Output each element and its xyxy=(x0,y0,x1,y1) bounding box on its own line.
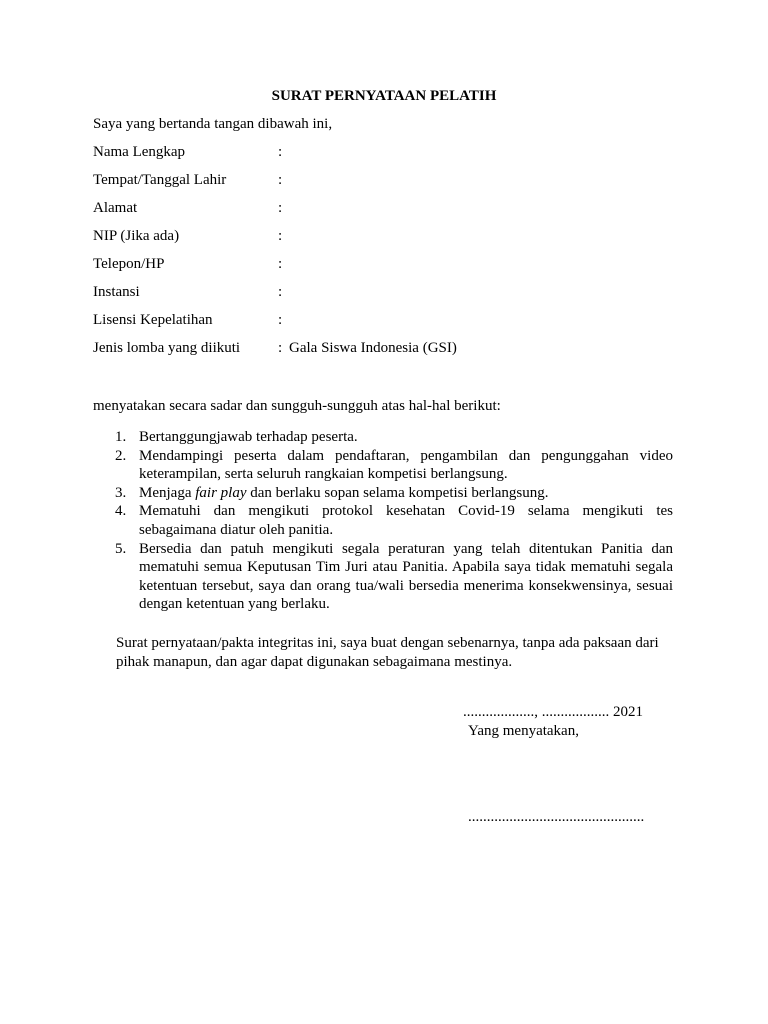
signer-label: Yang menyatakan, xyxy=(468,723,579,739)
list-item-number: 1. xyxy=(115,429,127,445)
field-label: Nama Lengkap xyxy=(93,144,186,160)
field-nama-lengkap xyxy=(93,143,693,161)
field-colon: : xyxy=(278,284,283,300)
field-colon: : xyxy=(278,228,283,244)
list-item-text: Mematuhi dan mengikuti protokol kesehatan Covid-19 selama mengikuti tes sebagaimana diatur oleh panitia. xyxy=(139,503,673,538)
list-item xyxy=(93,540,673,614)
field-alamat xyxy=(93,199,693,217)
list-item-text-post: dan berlaku sopan selama kompetisi berlangsung. xyxy=(246,484,549,501)
field-label: Alamat xyxy=(93,200,138,216)
field-label: Jenis lomba yang diikuti xyxy=(93,340,241,356)
field-jenis-lomba xyxy=(93,339,693,357)
field-value: Gala Siswa Indonesia (GSI) xyxy=(289,340,457,356)
field-lisensi-kepelatihan xyxy=(93,311,693,329)
list-item-text: Bersedia dan patuh mengikuti segala peraturan yang telah ditentukan Panitia dan mematuhi semua Keputusan Tim Juri atau Panitia. Apabila saya tidak mematuhi segala ketentuan tersebut, saya dan orang tua/wali bersedia menerima konsekwensinya, sesuai dengan ketentuan yang berlaku. xyxy=(139,540,673,613)
field-label: Tempat/Tanggal Lahir xyxy=(93,172,227,188)
field-label: NIP (Jika ada) xyxy=(93,228,180,244)
field-colon: : xyxy=(278,200,283,216)
list-item-number: 4. xyxy=(115,503,127,520)
list-item-number: 2. xyxy=(115,447,127,464)
list-item xyxy=(93,447,673,484)
field-nip xyxy=(93,227,693,245)
field-label: Lisensi Kepelatihan xyxy=(93,312,213,328)
list-item-text: Bertanggungjawab terhadap peserta. xyxy=(139,429,358,445)
list-item-number: 3. xyxy=(115,484,127,501)
field-colon: : xyxy=(278,144,283,160)
field-label: Telepon/HP xyxy=(93,256,165,272)
document-title: SURAT PERNYATAAN PELATIH xyxy=(271,88,497,104)
field-label: Instansi xyxy=(93,284,140,300)
date-line: ..................., .................. 2021 xyxy=(463,704,643,720)
closing-paragraph: Surat pernyataan/pakta integritas ini, saya buat dengan sebenarnya, tanpa ada paksaan dari pihak manapun, dan agar dapat digunakan sebagaimana mestinya. xyxy=(116,635,659,670)
field-telepon xyxy=(93,255,693,273)
list-item xyxy=(93,502,673,539)
field-colon: : xyxy=(278,312,283,328)
terms-list xyxy=(93,428,673,614)
list-item-text-pre: Menjaga xyxy=(139,484,196,501)
list-item-number: 5. xyxy=(115,540,127,557)
statement-text: menyatakan secara sadar dan sungguh-sungguh atas hal-hal berikut: xyxy=(93,398,501,414)
intro-text: Saya yang bertanda tangan dibawah ini, xyxy=(93,116,333,132)
list-item-text: Mendampingi peserta dalam pendaftaran, pengambilan dan pengunggahan video keterampilan, serta seluruh rangkaian kompetisi berlangsung. xyxy=(139,447,673,483)
list-item xyxy=(93,484,673,503)
field-colon: : xyxy=(278,256,283,272)
field-colon: : xyxy=(278,340,283,356)
signature-line: ............................................... xyxy=(468,809,645,825)
list-item xyxy=(93,428,673,447)
list-item-emphasis: fair play xyxy=(195,484,247,501)
field-colon: : xyxy=(278,172,283,188)
field-instansi xyxy=(93,283,693,301)
field-tempat-tanggal-lahir xyxy=(93,171,693,189)
